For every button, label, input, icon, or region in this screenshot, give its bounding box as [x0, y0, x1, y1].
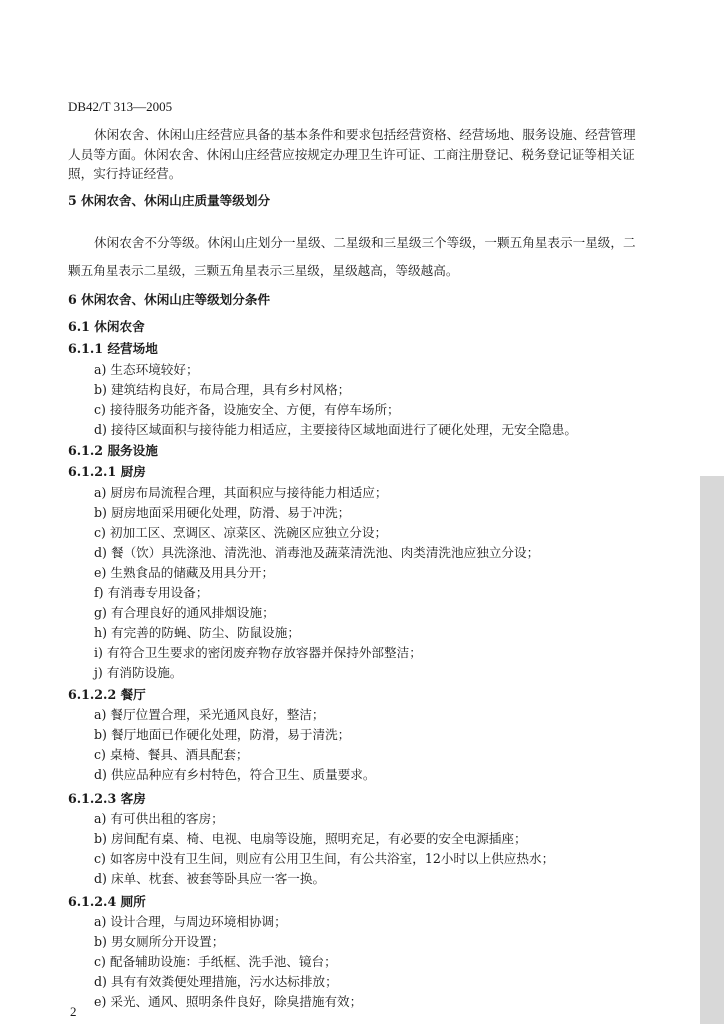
list-item: a) 厨房布局流程合理，其面积应与接待能力相适应； — [94, 485, 388, 500]
list-item: a) 生态环境较好； — [94, 362, 199, 377]
list-item: d) 餐（饮）具洗涤池、清洗池、消毒池及蔬菜清洗池、肉类清洗池应独立分设； — [94, 545, 540, 560]
list-item: b) 餐厅地面已作硬化处理，防滑，易于清洗； — [94, 727, 351, 742]
intro-line: 人员等方面。休闲农舍、休闲山庄经营应按规定办理卫生许可证、工商注册登记、税务登记证等相关证 — [68, 147, 635, 162]
list-item: d) 具有有效粪便处理措施，污水达标排放； — [94, 974, 338, 989]
section-6-heading: 6 休闲农舍、休闲山庄等级划分条件 — [68, 292, 271, 307]
list-item: d) 接待区域面积与接待能力相适应，主要接待区域地面进行了硬化处理，无安全隐患。 — [94, 422, 577, 437]
section-6-1-2-3-heading: 6.1.2.3 客房 — [68, 791, 146, 806]
section-6-1-2-4-heading: 6.1.2.4 厕所 — [68, 894, 146, 909]
section-6-1-2-heading: 6.1.2 服务设施 — [68, 443, 158, 458]
list-item: b) 建筑结构良好，布局合理，具有乡村风格； — [94, 382, 351, 397]
section-6-1-1-heading: 6.1.1 经营场地 — [68, 341, 158, 356]
section-5-heading: 5 休闲农舍、休闲山庄质量等级划分 — [68, 193, 271, 208]
list-item: c) 配备辅助设施：手纸框、洗手池、镜台； — [94, 954, 337, 969]
list-item: b) 房间配有桌、椅、电视、电扇等设施，照明充足，有必要的安全电源插座； — [94, 831, 527, 846]
list-item: c) 接待服务功能齐备，设施安全、方便，有停车场所； — [94, 402, 400, 417]
section-5-line: 颗五角星表示二星级，三颗五角星表示三星级，星级越高，等级越高。 — [68, 263, 459, 278]
list-item: h) 有完善的防蝇、防尘、防鼠设施； — [94, 625, 300, 640]
list-item: b) 男女厕所分开设置； — [94, 934, 225, 949]
list-item: e) 生熟食品的储藏及用具分开； — [94, 565, 275, 580]
section-6-1-heading: 6.1 休闲农舍 — [68, 319, 145, 334]
section-5-line: 休闲农舍不分等级。休闲山庄划分一星级、二星级和三星级三个等级，一颗五角星表示一星级，二 — [94, 235, 636, 250]
page-number: 2 — [70, 1004, 77, 1019]
standard-code-header: DB42/T 313—2005 — [68, 99, 173, 114]
section-6-1-2-2-heading: 6.1.2.2 餐厅 — [68, 687, 146, 702]
list-item: e) 采光、通风、照明条件良好，除臭措施有效； — [94, 994, 363, 1009]
list-item: c) 如客房中没有卫生间，则应有公用卫生间，有公共浴室，12小时以上供应热水； — [94, 851, 555, 866]
list-item: c) 桌椅、餐具、酒具配套； — [94, 747, 249, 762]
list-item: i) 有符合卫生要求的密闭废弃物存放容器并保持外部整洁； — [94, 645, 422, 660]
list-item: f) 有消毒专用设备； — [94, 585, 209, 600]
list-item: b) 厨房地面采用硬化处理，防滑、易于冲洗； — [94, 505, 351, 520]
list-item: c) 初加工区、烹调区、凉菜区、洗碗区应独立分设； — [94, 525, 388, 540]
section-6-1-2-1-heading: 6.1.2.1 厨房 — [68, 464, 146, 479]
list-item: a) 餐厅位置合理，采光通风良好，整洁； — [94, 707, 325, 722]
list-item: d) 供应品种应有乡村特色，符合卫生、质量要求。 — [94, 767, 376, 782]
list-item: a) 设计合理，与周边环境相协调； — [94, 914, 287, 929]
list-item: d) 床单、枕套、被套等卧具应一客一换。 — [94, 871, 326, 886]
list-item: g) 有合理良好的通风排烟设施； — [94, 605, 275, 620]
intro-line: 照，实行持证经营。 — [68, 166, 182, 181]
list-item: a) 有可供出租的客房； — [94, 811, 224, 826]
scan-edge-shadow — [700, 476, 724, 1024]
intro-line: 休闲农舍、休闲山庄经营应具备的基本条件和要求包括经营资格、经营场地、服务设施、经营管理 — [94, 127, 636, 142]
list-item: j) 有消防设施。 — [94, 665, 183, 680]
